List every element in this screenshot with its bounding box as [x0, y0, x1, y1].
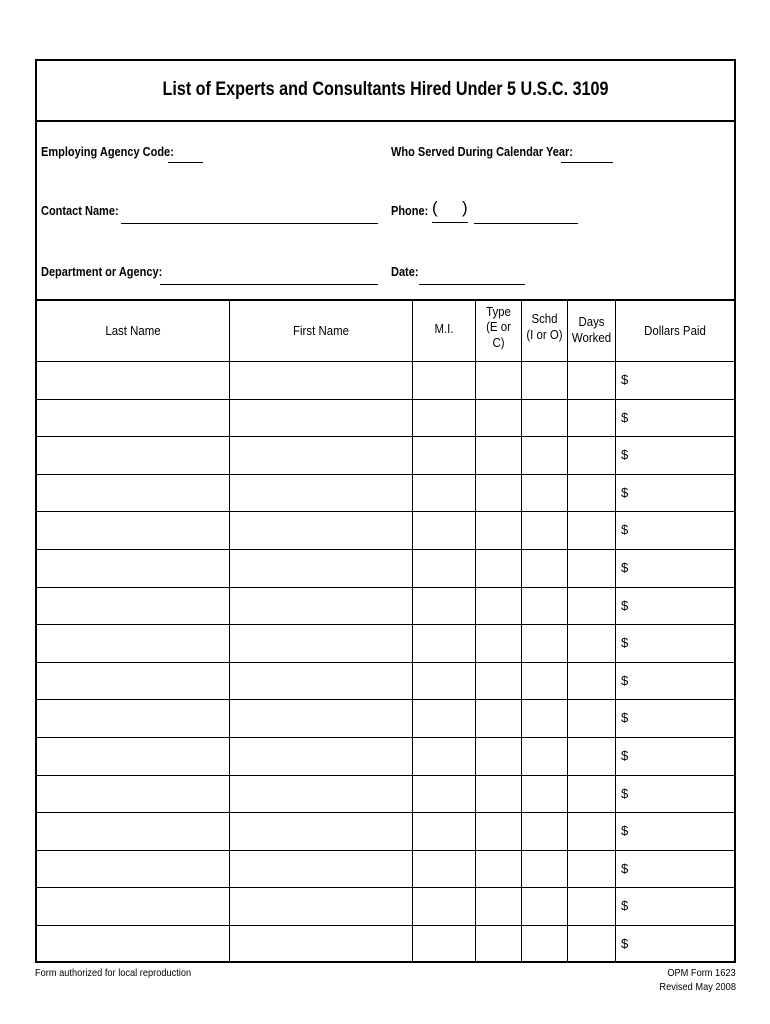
cell-last-name[interactable]	[37, 437, 229, 473]
cell-dollars-paid[interactable]	[616, 888, 734, 924]
cell-schd[interactable]	[522, 362, 567, 398]
dollar-sign: $	[621, 560, 629, 575]
cell-last-name[interactable]	[37, 888, 229, 924]
cell-days-worked[interactable]	[568, 475, 615, 511]
cell-dollars-paid[interactable]	[616, 625, 734, 661]
department-field[interactable]	[160, 272, 378, 285]
cell-type[interactable]	[476, 362, 521, 398]
phone-area-close-paren: )	[462, 198, 468, 217]
cell-days-worked[interactable]	[568, 851, 615, 887]
cell-mi[interactable]	[413, 738, 475, 774]
cell-last-name[interactable]	[37, 475, 229, 511]
header-days-line2: Worked	[571, 330, 612, 345]
cell-dollars-paid[interactable]	[616, 851, 734, 887]
cell-mi[interactable]	[413, 475, 475, 511]
dollar-sign: $	[621, 522, 629, 537]
department-label: Department or Agency:	[41, 265, 163, 279]
cell-dollars-paid[interactable]	[616, 813, 734, 849]
dollar-sign: $	[621, 372, 629, 387]
cell-type[interactable]	[476, 851, 521, 887]
cell-dollars-paid[interactable]	[616, 588, 734, 624]
cell-schd[interactable]	[522, 851, 567, 887]
cell-schd[interactable]	[522, 738, 567, 774]
cell-type[interactable]	[476, 512, 521, 548]
cell-dollars-paid[interactable]	[616, 512, 734, 548]
cell-last-name[interactable]	[37, 663, 229, 699]
dollar-sign: $	[621, 410, 629, 425]
dollar-sign: $	[621, 485, 629, 500]
cell-mi[interactable]	[413, 550, 475, 586]
cell-type[interactable]	[476, 888, 521, 924]
cell-first-name[interactable]	[230, 475, 412, 511]
cell-days-worked[interactable]	[568, 700, 615, 736]
dollar-sign: $	[621, 673, 629, 688]
cell-type[interactable]	[476, 776, 521, 812]
cell-last-name[interactable]	[37, 625, 229, 661]
cell-first-name[interactable]	[230, 437, 412, 473]
footer-revision-date: Revised May 2008	[659, 981, 736, 993]
cell-days-worked[interactable]	[568, 888, 615, 924]
cell-days-worked[interactable]	[568, 663, 615, 699]
cell-first-name[interactable]	[230, 926, 412, 962]
dollar-sign: $	[621, 898, 629, 913]
employing-agency-code-label: Employing Agency Code:	[41, 145, 174, 159]
cell-days-worked[interactable]	[568, 400, 615, 436]
header-last-name: Last Name	[105, 323, 161, 339]
cell-dollars-paid[interactable]	[616, 926, 734, 962]
cell-days-worked[interactable]	[568, 926, 615, 962]
cell-type[interactable]	[476, 625, 521, 661]
cell-dollars-paid[interactable]	[616, 475, 734, 511]
cell-dollars-paid[interactable]	[616, 738, 734, 774]
cell-first-name[interactable]	[230, 738, 412, 774]
dollar-sign: $	[621, 823, 629, 838]
employing-agency-code-field[interactable]	[168, 150, 203, 163]
contact-name-field[interactable]	[121, 211, 378, 224]
calendar-year-field[interactable]	[561, 150, 613, 163]
header-schd-line1: Schd	[531, 311, 558, 327]
cell-first-name[interactable]	[230, 400, 412, 436]
cell-dollars-paid[interactable]	[616, 362, 734, 398]
cell-first-name[interactable]	[230, 851, 412, 887]
header-schd	[525, 307, 565, 347]
cell-type[interactable]	[476, 550, 521, 586]
dollar-sign: $	[621, 598, 629, 613]
cell-last-name[interactable]	[37, 400, 229, 436]
cell-days-worked[interactable]	[568, 625, 615, 661]
cell-days-worked[interactable]	[568, 813, 615, 849]
cell-dollars-paid[interactable]	[616, 400, 734, 436]
header-type-line1: Type	[486, 303, 511, 319]
cell-dollars-paid[interactable]	[616, 550, 734, 586]
cell-mi[interactable]	[413, 926, 475, 962]
title-divider	[35, 120, 736, 122]
footer-form-number: OPM Form 1623	[667, 967, 736, 979]
cell-dollars-paid[interactable]	[616, 776, 734, 812]
cell-dollars-paid[interactable]	[616, 663, 734, 699]
cell-last-name[interactable]	[37, 776, 229, 812]
cell-first-name[interactable]	[230, 588, 412, 624]
cell-schd[interactable]	[522, 813, 567, 849]
cell-schd[interactable]	[522, 512, 567, 548]
cell-type[interactable]	[476, 475, 521, 511]
cell-days-worked[interactable]	[568, 437, 615, 473]
cell-first-name[interactable]	[230, 512, 412, 548]
cell-days-worked[interactable]	[568, 512, 615, 548]
cell-days-worked[interactable]	[568, 588, 615, 624]
phone-number-field[interactable]	[474, 211, 578, 224]
who-served-label: Who Served During Calendar Year:	[391, 145, 573, 159]
cell-first-name[interactable]	[230, 625, 412, 661]
header-type	[479, 303, 519, 350]
cell-mi[interactable]	[413, 400, 475, 436]
cell-mi[interactable]	[413, 813, 475, 849]
cell-first-name[interactable]	[230, 700, 412, 736]
cell-schd[interactable]	[522, 625, 567, 661]
cell-mi[interactable]	[413, 700, 475, 736]
cell-days-worked[interactable]	[568, 738, 615, 774]
cell-last-name[interactable]	[37, 700, 229, 736]
header-dollars-paid: Dollars Paid	[644, 323, 706, 339]
dollar-sign: $	[621, 748, 629, 763]
cell-last-name[interactable]	[37, 362, 229, 398]
cell-first-name[interactable]	[230, 663, 412, 699]
cell-mi[interactable]	[413, 851, 475, 887]
cell-type[interactable]	[476, 663, 521, 699]
cell-schd[interactable]	[522, 926, 567, 962]
cell-mi[interactable]	[413, 663, 475, 699]
date-label: Date:	[391, 265, 419, 279]
cell-last-name[interactable]	[37, 588, 229, 624]
cell-days-worked[interactable]	[568, 362, 615, 398]
cell-days-worked[interactable]	[568, 776, 615, 812]
dollar-sign: $	[621, 936, 629, 951]
cell-last-name[interactable]	[37, 926, 229, 962]
cell-type[interactable]	[476, 813, 521, 849]
cell-mi[interactable]	[413, 776, 475, 812]
cell-last-name[interactable]	[37, 851, 229, 887]
cell-mi[interactable]	[413, 888, 475, 924]
cell-last-name[interactable]	[37, 813, 229, 849]
dollar-sign: $	[621, 786, 629, 801]
header-days-line1: Days	[578, 314, 605, 330]
cell-schd[interactable]	[522, 550, 567, 586]
cell-mi[interactable]	[413, 437, 475, 473]
cell-first-name[interactable]	[230, 813, 412, 849]
date-field[interactable]	[419, 272, 525, 285]
phone-area-open-paren: (	[432, 198, 438, 217]
cell-first-name[interactable]	[230, 888, 412, 924]
header-mi: M.I.	[434, 321, 454, 337]
header-type-line2: (E or C)	[486, 319, 511, 350]
cell-type[interactable]	[476, 738, 521, 774]
cell-last-name[interactable]	[37, 512, 229, 548]
header-schd-line2: (I or O)	[526, 327, 563, 342]
header-first-name: First Name	[293, 323, 349, 339]
cell-type[interactable]	[476, 926, 521, 962]
cell-first-name[interactable]	[230, 550, 412, 586]
header-days-worked	[571, 310, 612, 350]
phone-label: Phone:	[391, 204, 429, 218]
dollar-sign: $	[621, 710, 629, 725]
cell-last-name[interactable]	[37, 738, 229, 774]
dollar-sign: $	[621, 861, 629, 876]
footer-reproduction-note: Form authorized for local reproduction	[35, 967, 192, 979]
cell-mi[interactable]	[413, 512, 475, 548]
cell-schd[interactable]	[522, 888, 567, 924]
cell-schd[interactable]	[522, 400, 567, 436]
cell-mi[interactable]	[413, 588, 475, 624]
dollar-sign: $	[621, 635, 629, 650]
cell-schd[interactable]	[522, 663, 567, 699]
cell-schd[interactable]	[522, 437, 567, 473]
cell-type[interactable]	[476, 700, 521, 736]
cell-type[interactable]	[476, 588, 521, 624]
cell-type[interactable]	[476, 437, 521, 473]
cell-dollars-paid[interactable]	[616, 700, 734, 736]
cell-last-name[interactable]	[37, 550, 229, 586]
cell-first-name[interactable]	[230, 362, 412, 398]
cell-schd[interactable]	[522, 475, 567, 511]
cell-first-name[interactable]	[230, 776, 412, 812]
cell-days-worked[interactable]	[568, 550, 615, 586]
dollar-sign: $	[621, 447, 629, 462]
cell-type[interactable]	[476, 400, 521, 436]
cell-mi[interactable]	[413, 625, 475, 661]
cell-schd[interactable]	[522, 700, 567, 736]
form-title: List of Experts and Consultants Hired Under 5 U.S.C. 3109	[162, 79, 609, 100]
cell-dollars-paid[interactable]	[616, 437, 734, 473]
cell-schd[interactable]	[522, 776, 567, 812]
contact-name-label: Contact Name:	[41, 204, 119, 218]
cell-schd[interactable]	[522, 588, 567, 624]
cell-mi[interactable]	[413, 362, 475, 398]
